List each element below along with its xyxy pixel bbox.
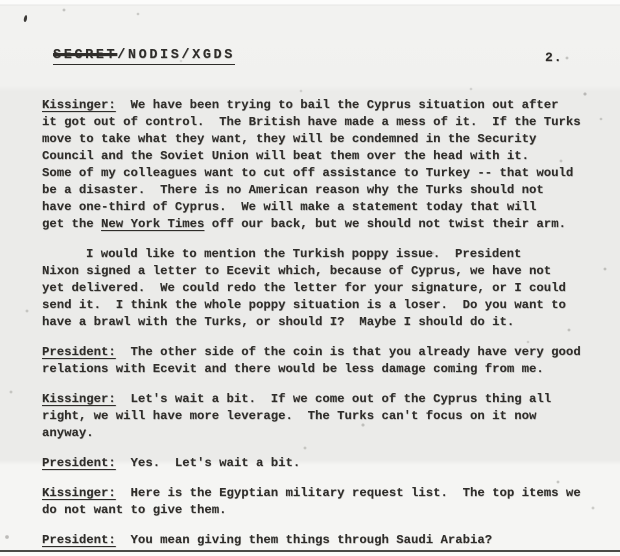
text-line: have a brawl with the Turks, or should I? Maybe I should do it. bbox=[42, 315, 515, 329]
paragraph-kissinger-egypt bbox=[42, 485, 581, 519]
paper-noise-speckles bbox=[0, 0, 2, 2]
paragraph-kissinger-poppy bbox=[42, 246, 581, 331]
text-line: move to take what they want, they will be condemned in the Security bbox=[42, 132, 537, 146]
text-line: anyway. bbox=[42, 426, 94, 440]
page-number: 2. bbox=[545, 50, 563, 65]
text-line: I would like to mention the Turkish poppy issue. President bbox=[86, 247, 522, 261]
text-segment: We have been trying to bail the Cyprus situation out after bbox=[115, 98, 559, 112]
text-line bbox=[42, 344, 581, 361]
text-line bbox=[42, 391, 581, 408]
text-line: send it. I think the whole poppy situation is a loser. Do you want to bbox=[42, 298, 566, 312]
text-segment: The other side of the coin is that you already have very good bbox=[115, 345, 581, 359]
speaker-label: Kissinger: bbox=[42, 392, 116, 406]
text-segment: You mean giving them things through Saudi Arabia? bbox=[115, 533, 493, 547]
speaker-label: Kissinger: bbox=[42, 98, 116, 112]
speaker-label: President: bbox=[42, 345, 116, 359]
text-line bbox=[42, 455, 581, 472]
paragraph-president-saudi bbox=[42, 532, 581, 549]
text-line: Some of my colleagues want to cut off assistance to Turkey -- that would bbox=[42, 166, 574, 180]
text-line: yet delivered. We could redo the letter for your signature, or I could bbox=[42, 281, 566, 295]
text-segment: get the bbox=[42, 217, 102, 231]
classification-struck-secret: SECRET bbox=[53, 48, 118, 63]
speaker-label: Kissinger: bbox=[42, 486, 116, 500]
classification-caveats: /NODIS/XGDS bbox=[117, 48, 235, 63]
text-segment: Here is the Egyptian military request list. The top items we bbox=[115, 486, 581, 500]
text-segment: off our back, but we should not twist their arm. bbox=[204, 217, 566, 231]
speaker-label: President: bbox=[42, 456, 116, 470]
text-line bbox=[42, 216, 581, 233]
paragraph-kissinger-cyprus bbox=[42, 97, 581, 233]
scan-edge-line bbox=[0, 550, 620, 552]
text-line bbox=[42, 97, 581, 114]
text-line: Nixon signed a letter to Ecevit which, because of Cyprus, we have not bbox=[42, 264, 552, 278]
text-line: be a disaster. There is no American reason why the Turks should not bbox=[42, 183, 544, 197]
text-line: do not want to give them. bbox=[42, 503, 227, 517]
classification-marking bbox=[53, 48, 235, 65]
paragraph-president-ecevit bbox=[42, 344, 581, 378]
text-line bbox=[42, 532, 581, 549]
text-line bbox=[42, 485, 581, 502]
text-segment: Yes. Let's wait a bit. bbox=[115, 456, 301, 470]
text-line: have one-third of Cyprus. We will make a statement today that will bbox=[42, 200, 537, 214]
underlined-publication-name: New York Times bbox=[101, 217, 205, 231]
paragraph-kissinger-wait bbox=[42, 391, 581, 442]
text-line: relations with Ecevit and there would be less damage coming from me. bbox=[42, 362, 544, 376]
ink-smudge bbox=[23, 15, 27, 22]
text-line: right, we will have more leverage. The Turks can't focus on it now bbox=[42, 409, 537, 423]
memo-body bbox=[42, 97, 581, 556]
text-segment: Let's wait a bit. If we come out of the Cyprus thing all bbox=[115, 392, 552, 406]
paragraph-president-yes bbox=[42, 455, 581, 472]
text-line: it got out of control. The British have made a mess of it. If the Turks bbox=[42, 115, 581, 129]
speaker-label: President: bbox=[42, 533, 116, 547]
text-line: Council and the Soviet Union will beat them over the head with it. bbox=[42, 149, 530, 163]
